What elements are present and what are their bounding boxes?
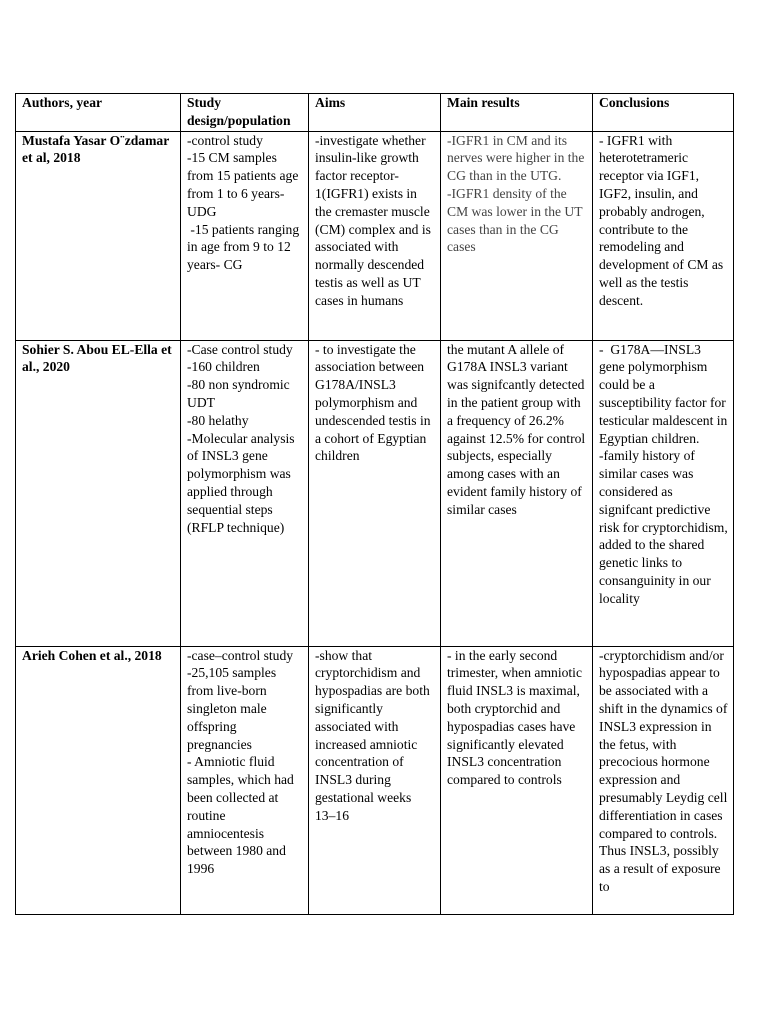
header-aims: Aims — [309, 94, 441, 132]
conclusions-line: -cryptorchidism and/or hypospadias appear to be associated with a shift in the dynamics of INSL3 expression in the fetus, with precocious hormone expression and presumably Leydig cell differentiation in cases compared to controls. Thus INSL3, possibly as a result of exposure to — [599, 647, 728, 894]
table-row — [16, 646, 734, 914]
author-cell: Mustafa Yasar O¨zdamar et al, 2018 — [16, 131, 181, 340]
results-line: the mutant A allele of G178A INSL3 variant was signifcantly detected in the patient group with a frequency of 26.2% against 12.5% for control subjects, especially among cases with an evident family history of similar cases — [447, 341, 586, 517]
conclusions-line: - IGFR1 with heterotetrameric receptor via IGF1, IGF2, insulin, and probably androgen, contribute to the remodeling and development of CM as well as the testis descent. — [599, 132, 724, 308]
design-line: -control study — [187, 132, 263, 148]
design-line: -25,105 samples from live-born singleton male offspring pregnancies — [187, 665, 277, 752]
aims-line: -show that cryptorchidism and hypospadias are both significantly associated with increased amniotic concentration of INSL3 during gestational weeks 13–16 — [315, 647, 430, 823]
results-line: -IGFR1 in CM and its nerves were higher in the CG than in the UTG. — [447, 132, 585, 184]
design-cell — [181, 340, 309, 646]
results-cell — [441, 340, 593, 646]
results-cell — [441, 646, 593, 914]
design-line: -case–control study — [187, 647, 294, 663]
results-line: - in the early second trimester, when amniotic fluid INSL3 is maximal, both cryptorchid and hypospadias cases have significantly elevated INSL3 concentration compared to controls — [447, 647, 582, 788]
table-row — [16, 340, 734, 646]
header-row — [16, 94, 734, 132]
header-main-results: Main results — [441, 94, 593, 132]
results-line: -IGFR1 density of the CM was lower in the UT cases than in the CG cases — [447, 185, 583, 255]
conclusions-cell — [593, 131, 734, 340]
table-row — [16, 131, 734, 340]
design-cell — [181, 646, 309, 914]
conclusions-line: - G178A—INSL3 gene polymorphism could be a susceptibility factor for testicular maldescent in Egyptian children. — [599, 341, 731, 446]
conclusions-cell — [593, 340, 734, 646]
header-authors: Authors, year — [16, 94, 181, 132]
aims-line: -investigate whether insulin-like growth factor receptor-1(IGFR1) exists in the cremaster muscle (CM) complex and is associated with normally descended testis as well as UT cases in humans — [315, 132, 431, 308]
results-cell — [441, 131, 593, 340]
design-line: -Molecular analysis of INSL3 gene polymorphism was applied through sequential steps (RFLP technique) — [187, 430, 295, 535]
design-line: -15 CM samples from 15 patients age from 1 to 6 years-UDG — [187, 150, 299, 219]
aims-cell — [309, 131, 441, 340]
design-line: -160 children — [187, 359, 260, 375]
design-line: -15 patients ranging in age from 9 to 12 years- CG — [187, 221, 303, 273]
aims-line: - to investigate the association between G178A/INSL3 polymorphism and undescended testis in a cohort of Egyptian children — [315, 341, 431, 464]
header-conclusions: Conclusions — [593, 94, 734, 132]
aims-cell — [309, 340, 441, 646]
design-line: - Amniotic fluid samples, which had been collected at routine amniocentesis between 1980 and 1996 — [187, 754, 294, 877]
conclusions-cell — [593, 646, 734, 914]
header-study-design: Study design/population — [181, 94, 309, 132]
literature-table — [15, 93, 734, 915]
design-line: -80 non syndromic UDT — [187, 377, 290, 410]
design-line: -Case control study — [187, 341, 293, 357]
conclusions-line: -family history of similar cases was considered as signifcant predictive risk for cryptorchidism, added to the shared genetic links to consanguinity in our locality — [599, 448, 728, 606]
aims-cell — [309, 646, 441, 914]
author-cell: Sohier S. Abou EL-Ella et al., 2020 — [16, 340, 181, 646]
design-line: -80 helathy — [187, 412, 249, 428]
author-cell: Arieh Cohen et al., 2018 — [16, 646, 181, 914]
design-cell — [181, 131, 309, 340]
